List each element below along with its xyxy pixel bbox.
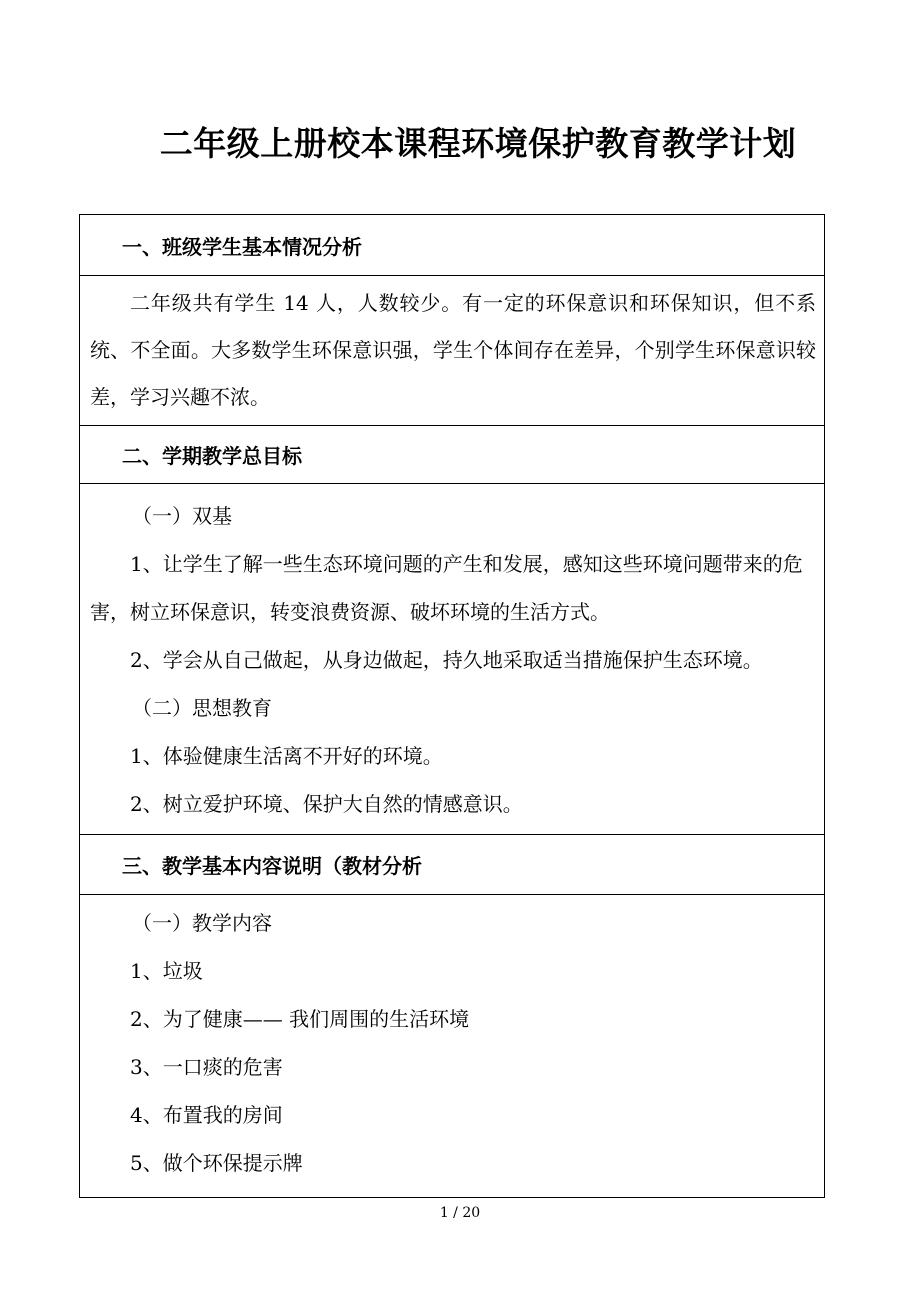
list-item: 2、树立爱护环境、保护大自然的情感意识。	[130, 792, 523, 816]
section-body-2	[80, 483, 824, 834]
paragraph: 二年级共有学生 14 人，人数较少。有一定的环保意识和环保知识，但不系统、不全面。大多数学生环保意识强，学生个体间存在差异，个别学生环保意识较差，学习兴趣不浓。	[90, 291, 816, 409]
list-item: 1、垃圾	[130, 959, 203, 983]
list-item: 1、体验健康生活离不开好的环境。	[130, 744, 443, 768]
list-item: 2、为了健康—— 我们周围的生活环境	[130, 1007, 470, 1031]
section-heading-2: 二、学期教学总目标	[80, 425, 824, 483]
section-heading-3: 三、教学基本内容说明（教材分析	[80, 834, 824, 894]
page-number: 1 / 20	[439, 1205, 481, 1221]
section-heading-1: 一、班级学生基本情况分析	[122, 234, 362, 259]
list-item: 1、让学生了解一些生态环境问题的产生和发展，感知这些环境问题带来的危害，树立环保意识，转变浪费资源、破坏环境的生活方式。	[90, 552, 803, 624]
section-body-1	[80, 275, 824, 425]
list-item: 3、一口痰的危害	[130, 1055, 283, 1079]
list-item: 4、布置我的房间	[130, 1103, 283, 1127]
list-item: 2、学会从自己做起，从身边做起，持久地采取适当措施保护生态环境。	[130, 648, 763, 672]
document-title: 二年级上册校本课程环境保护教育教学计划	[159, 124, 797, 163]
section-body-3	[80, 894, 824, 1197]
subheading: （一）教学内容	[132, 911, 272, 935]
plan-table	[79, 214, 825, 1198]
list-item: 5、做个环保提示牌	[130, 1151, 303, 1175]
subheading: （一）双基	[132, 504, 232, 528]
subheading: （二）思想教育	[132, 696, 272, 720]
